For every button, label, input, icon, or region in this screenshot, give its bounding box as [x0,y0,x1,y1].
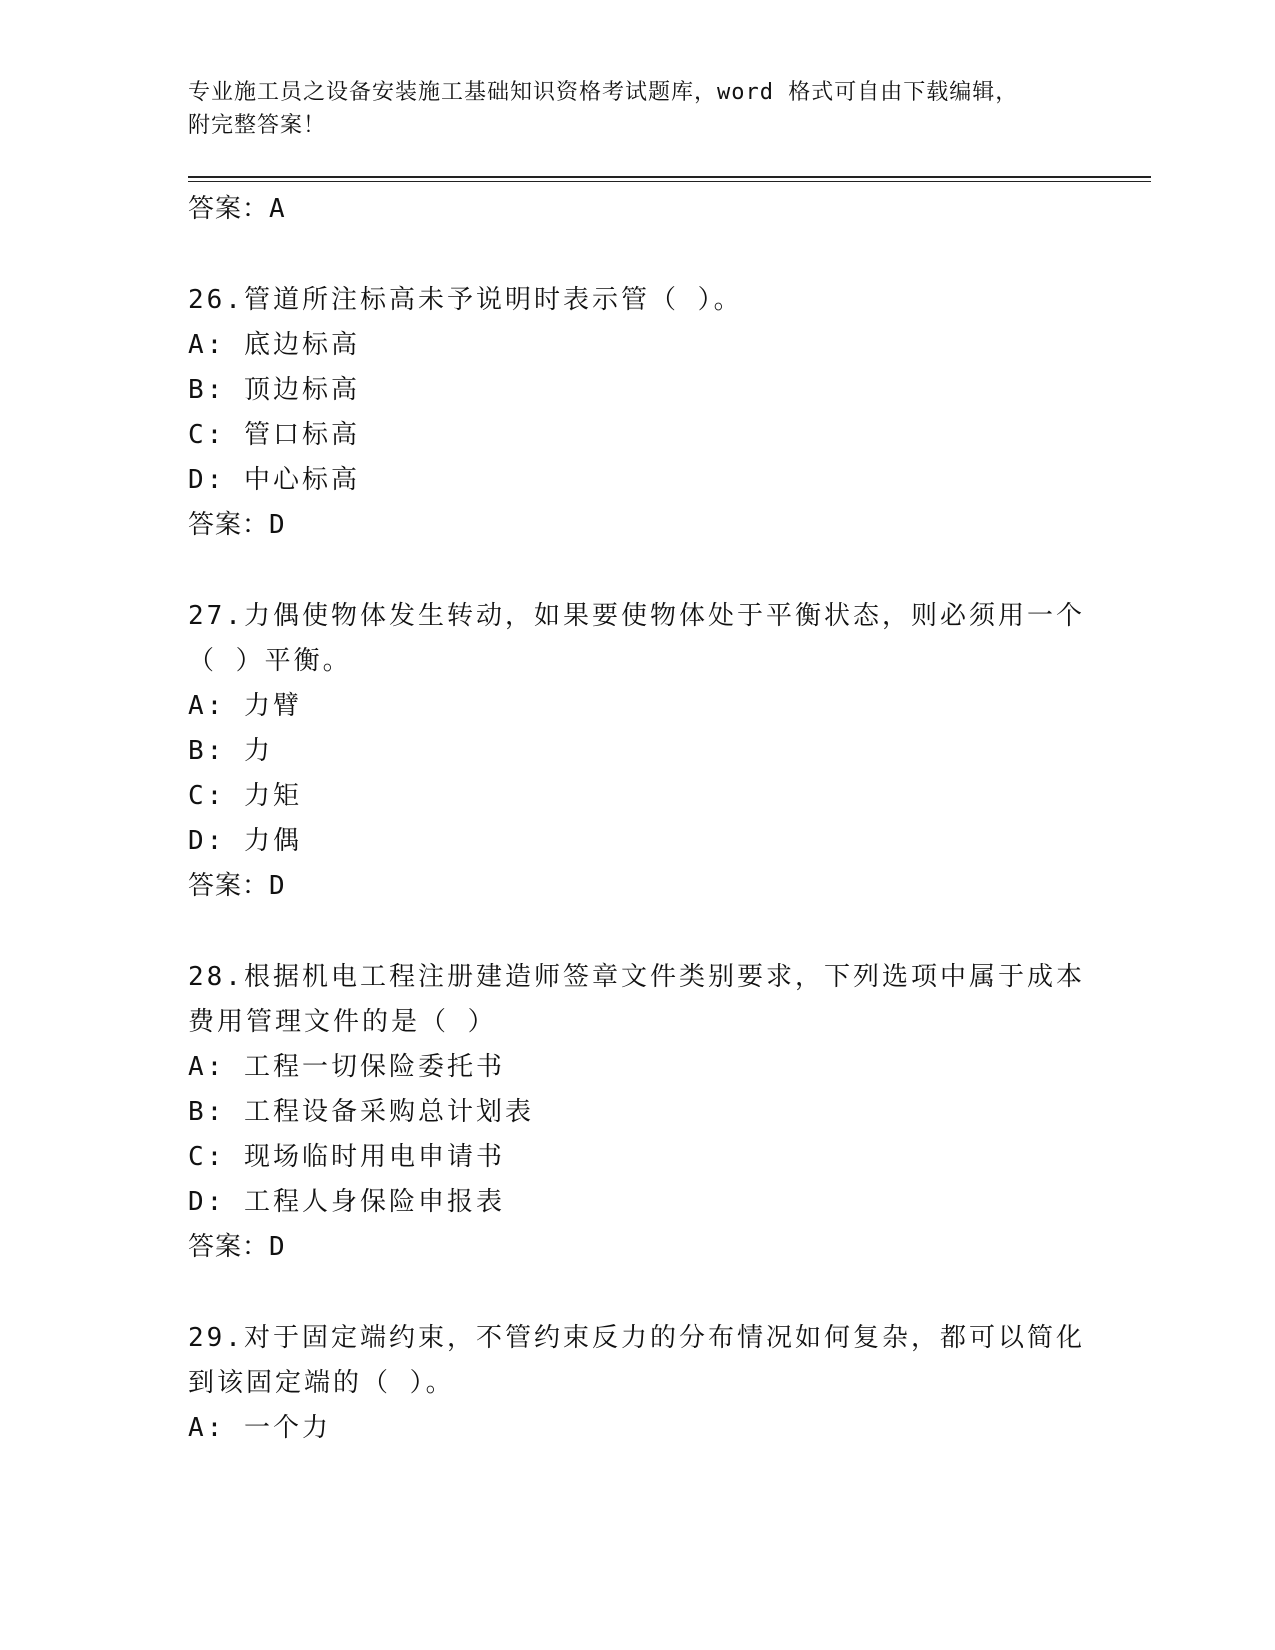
option-c: C: 管口标高 [188,420,360,450]
answer-line [188,192,286,226]
option-a: A: 工程一切保险委托书 [188,1052,505,1082]
question-stem: 29.对于固定端约束，不管约束反力的分布情况如何复杂，都可以简化 [188,1323,1085,1353]
answer-label: 答案： [188,871,270,901]
question-stem: 26.管道所注标高未予说明时表示管（ ）。 [188,285,743,315]
answer-label: 答案： [188,1232,270,1262]
option-a: A: 底边标高 [188,330,360,360]
option-a: A: 一个力 [188,1413,331,1443]
option-b: B: 工程设备采购总计划表 [188,1097,534,1127]
question-stem: 28.根据机电工程注册建造师签章文件类别要求，下列选项中属于成本 [188,962,1085,992]
answer-line [188,508,286,542]
option-c: C: 现场临时用电申请书 [188,1142,505,1172]
answer-value: A [269,194,286,224]
question-stem-cont: 到该固定端的（ ）。 [188,1368,455,1398]
question-stem-cont: 费用管理文件的是（ ） [188,1007,497,1037]
answer-line [188,869,286,903]
question-stem: 27.力偶使物体发生转动，如果要使物体处于平衡状态，则必须用一个 [188,601,1085,631]
option-c: C: 力矩 [188,781,302,811]
page-header [188,76,1068,142]
answer-value: D [269,871,286,901]
option-d: D: 力偶 [188,826,302,856]
option-d: D: 工程人身保险申报表 [188,1187,505,1217]
header-rule-thin [188,181,1151,182]
header-rule-thick [188,176,1151,178]
header-line-1: 专业施工员之设备安装施工基础知识资格考试题库，word 格式可自由下载编辑， [188,80,1019,105]
option-b: B: 力 [188,736,273,766]
answer-label: 答案： [188,510,270,540]
option-b: B: 顶边标高 [188,375,360,405]
question-stem-cont: （ ）平衡。 [188,646,352,676]
answer-label: 答案： [188,194,270,224]
answer-line [188,1230,286,1264]
option-a: A: 力臂 [188,691,302,721]
answer-value: D [269,1232,286,1262]
header-line-2: 附完整答案！ [188,113,327,138]
answer-value: D [269,510,286,540]
option-d: D: 中心标高 [188,465,360,495]
